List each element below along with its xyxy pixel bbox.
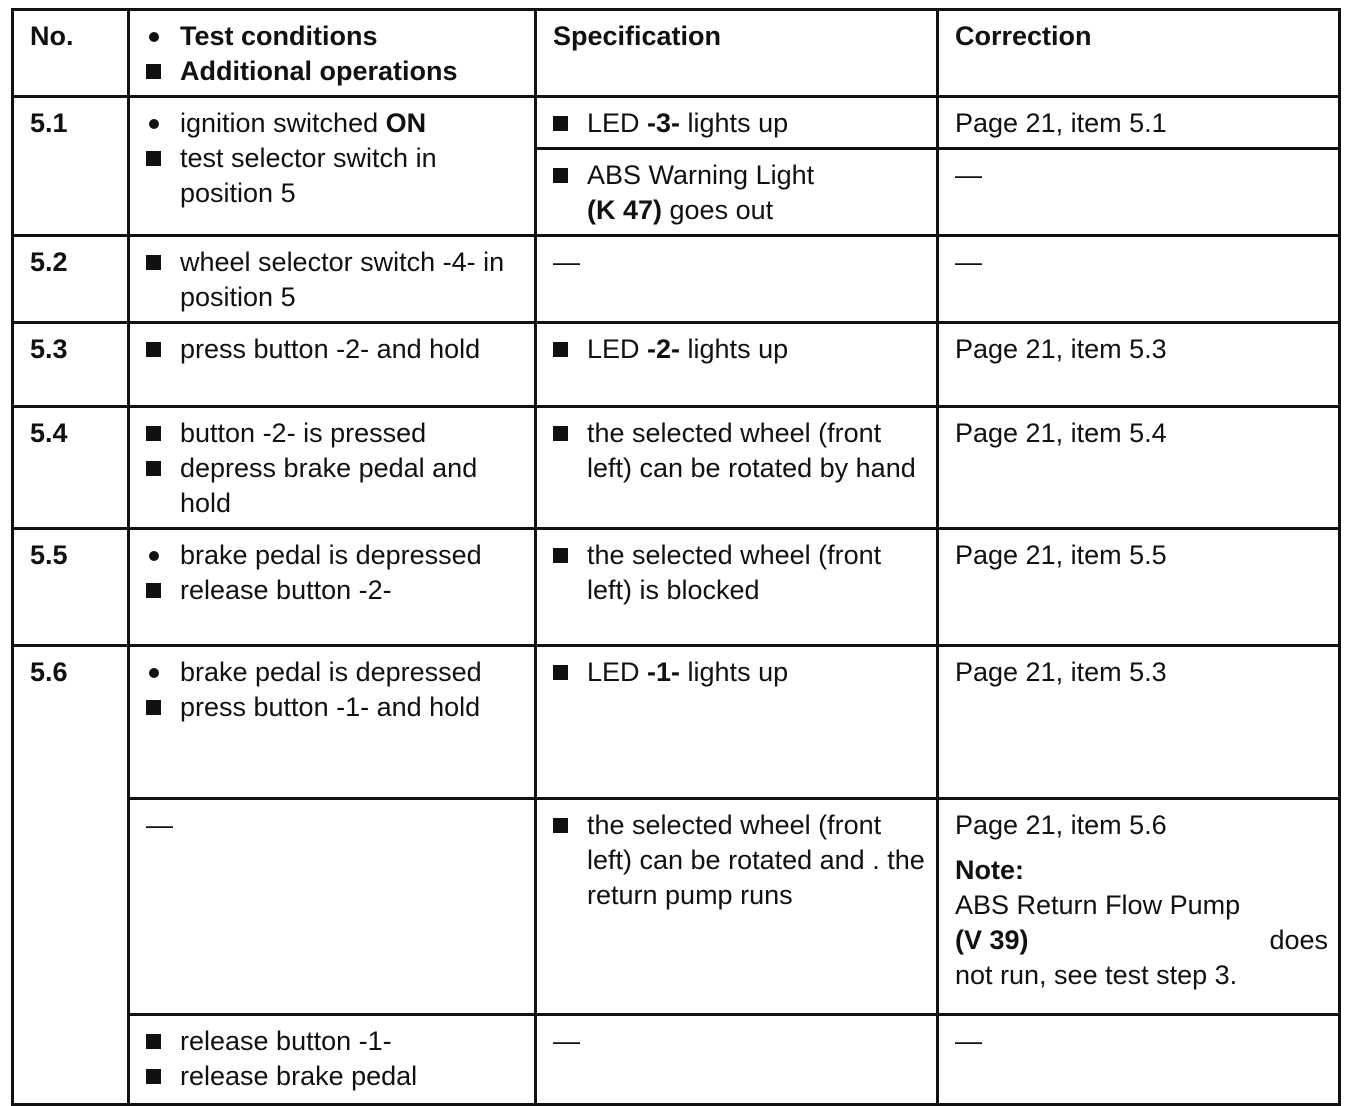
specification-cell: the selected wheel (front left) can be rotated and . the return pump runs: [536, 799, 938, 1015]
square-bullet-icon: [553, 426, 568, 441]
specification-cell-empty: —: [536, 236, 938, 323]
table-row: [13, 323, 1340, 407]
square-bullet-icon: [146, 64, 161, 79]
test-conditions-cell: wheel selector switch -4- in position 5: [129, 236, 536, 323]
bullet-icon: [149, 32, 159, 42]
row-number: 5.5: [13, 529, 129, 646]
square-bullet-icon: [146, 583, 161, 598]
square-bullet-icon: [553, 665, 568, 680]
table-row: [13, 646, 1340, 799]
table-row: [13, 529, 1340, 646]
component-code: (V 39): [955, 925, 1029, 955]
note-text-line: ABS Return Flow Pump: [955, 890, 1241, 920]
bullet-icon: [149, 551, 159, 561]
test-conditions-cell-empty: —: [129, 799, 536, 1015]
table-row: [13, 97, 1340, 149]
correction-cell: Page 21, item 5.4: [938, 407, 1340, 529]
correction-cell-empty: —: [938, 1015, 1340, 1105]
correction-cell: Page 21, item 5.1: [938, 97, 1340, 149]
row-number: 5.4: [13, 407, 129, 529]
abs-test-table: [11, 8, 1341, 1106]
square-bullet-icon: [553, 342, 568, 357]
square-bullet-icon: [146, 255, 161, 270]
row-number: 5.3: [13, 323, 129, 407]
header-correction: Correction: [938, 10, 1340, 97]
square-bullet-icon: [553, 168, 568, 183]
bullet-icon: [149, 119, 159, 129]
square-bullet-icon: [553, 548, 568, 563]
test-conditions-cell: press button -2- and hold: [129, 323, 536, 407]
correction-cell: Page 21, item 5.5: [938, 529, 1340, 646]
correction-cell: Page 21, item 5.3: [938, 323, 1340, 407]
test-conditions-cell: brake pedal is depressed press button -1- and hold: [129, 646, 536, 799]
test-conditions-cell: brake pedal is depressed release button -2-: [129, 529, 536, 646]
specification-cell: ABS Warning Light (K 47) goes out: [536, 149, 938, 236]
table-row: [13, 407, 1340, 529]
square-bullet-icon: [146, 151, 161, 166]
square-bullet-icon: [146, 426, 161, 441]
specification-cell: the selected wheel (front left) can be rotated by hand: [536, 407, 938, 529]
correction-cell: [938, 799, 1340, 1015]
square-bullet-icon: [146, 1034, 161, 1049]
note-text-line: (V 39) does: [955, 923, 1328, 958]
correction-cell-empty: —: [938, 149, 1340, 236]
correction-cell: Page 21, item 5.3: [938, 646, 1340, 799]
square-bullet-icon: [553, 116, 568, 131]
row-number: 5.6: [13, 646, 129, 1105]
table-row: [13, 236, 1340, 323]
square-bullet-icon: [146, 1069, 161, 1084]
bullet-icon: [149, 668, 159, 678]
square-bullet-icon: [553, 818, 568, 833]
header-no: No.: [13, 10, 129, 97]
header-row: [13, 10, 1340, 97]
specification-cell: the selected wheel (front left) is blocked: [536, 529, 938, 646]
square-bullet-icon: [146, 461, 161, 476]
specification-cell: LED -3- lights up: [536, 97, 938, 149]
test-conditions-cell: button -2- is pressed depress brake pedal and hold: [129, 407, 536, 529]
specification-cell-empty: —: [536, 1015, 938, 1105]
header-specification: Specification: [536, 10, 938, 97]
correction-cell-empty: —: [938, 236, 1340, 323]
specification-cell: LED -2- lights up: [536, 323, 938, 407]
note-text-line: not run, see test step 3.: [955, 960, 1238, 990]
test-conditions-cell: release button -1- release brake pedal: [129, 1015, 536, 1105]
row-number: 5.1: [13, 97, 129, 236]
note-label: Note:: [955, 855, 1024, 885]
square-bullet-icon: [146, 342, 161, 357]
table-row: [13, 1015, 1340, 1105]
row-number: 5.2: [13, 236, 129, 323]
test-conditions-cell: ignition switched ON test selector switch in position 5: [129, 97, 536, 236]
square-bullet-icon: [146, 700, 161, 715]
table-row: [13, 799, 1340, 1015]
specification-cell: LED -1- lights up: [536, 646, 938, 799]
header-test-conditions: Test conditions Additional operations: [129, 10, 536, 97]
correction-reference: Page 21, item 5.6: [955, 810, 1167, 840]
